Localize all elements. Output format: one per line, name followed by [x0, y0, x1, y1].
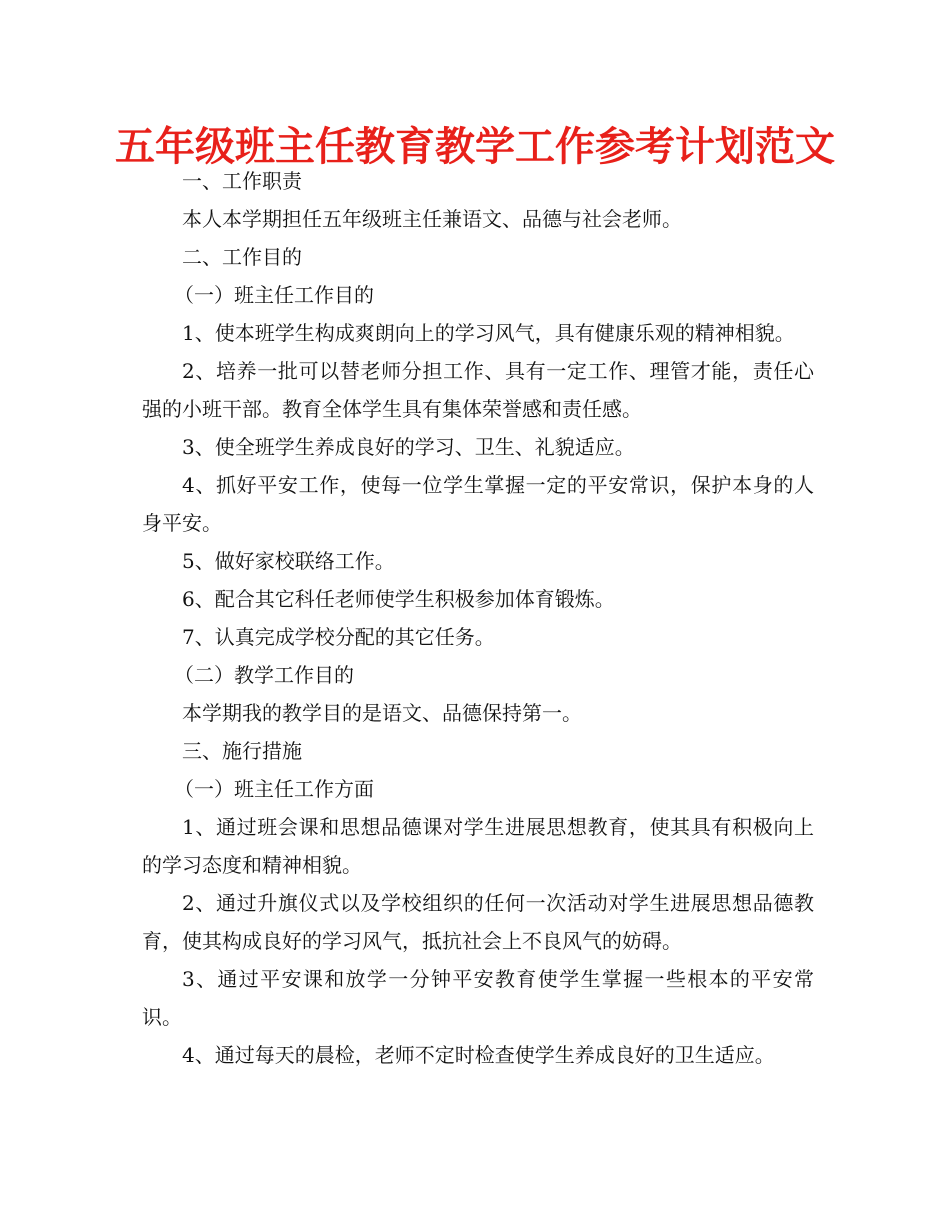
paragraph: 本学期我的教学目的是语文、品德保持第一。 [182, 701, 582, 725]
paragraph: 1、通过班会课和思想品德课对学生进展思想教育，使其具有积极向上的学习态度和精神相貌。 [142, 815, 814, 877]
paragraph: 5、做好家校联络工作。 [182, 549, 395, 573]
paragraph: 4、通过每天的晨检，老师不定时检查使学生养成良好的卫生适应。 [182, 1043, 775, 1067]
paragraph: 4、抓好平安工作，使每一位学生掌握一定的平安常识，保护本身的人身平安。 [142, 473, 814, 535]
paragraph: 1、使本班学生构成爽朗向上的学习风气，具有健康乐观的精神相貌。 [182, 321, 795, 345]
paragraph: 7、认真完成学校分配的其它任务。 [182, 625, 495, 649]
paragraph: 2、培养一批可以替老师分担工作、具有一定工作、理管才能，责任心强的小班干部。教育全体学生具有集体荣誉感和责任感。 [142, 359, 814, 421]
subsection-heading: （一）班主任工作目的 [174, 283, 374, 307]
document-title: 五年级班主任教育教学工作参考计划范文 [115, 123, 835, 170]
subsection-heading: （一）班主任工作方面 [174, 777, 374, 801]
paragraph: 6、配合其它科任老师使学生积极参加体育锻炼。 [182, 587, 615, 611]
paragraph: 3、使全班学生养成良好的学习、卫生、礼貌适应。 [182, 435, 635, 459]
document-body [142, 162, 814, 1074]
paragraph: 3、通过平安课和放学一分钟平安教育使学生掌握一些根本的平安常识。 [142, 967, 814, 1029]
paragraph: 本人本学期担任五年级班主任兼语文、品德与社会老师。 [182, 207, 682, 231]
paragraph: 2、通过升旗仪式以及学校组织的任何一次活动对学生进展思想品德教育，使其构成良好的学习风气，抵抗社会上不良风气的妨碍。 [142, 891, 814, 953]
section-heading: 三、施行措施 [182, 739, 302, 763]
section-heading: 二、工作目的 [182, 245, 302, 269]
section-heading: 一、工作职责 [182, 169, 302, 193]
subsection-heading: （二）教学工作目的 [174, 663, 354, 687]
